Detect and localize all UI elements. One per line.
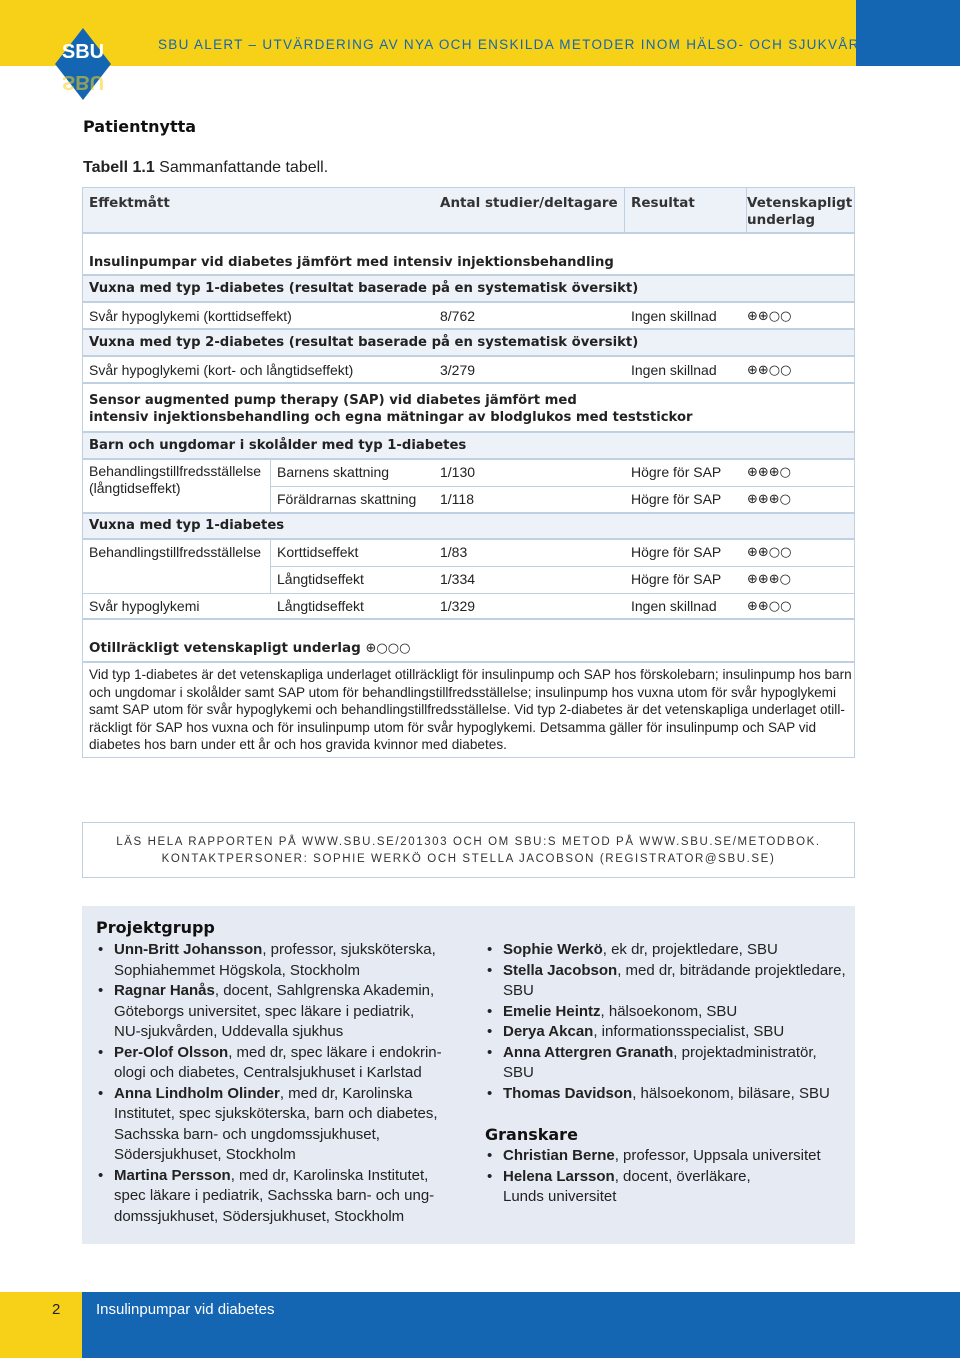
person-name: Derya Akcan [503, 1023, 594, 1040]
project-group-title: Projektgrupp [96, 918, 215, 937]
person-detail: , informationsspecialist, SBU [593, 1023, 785, 1040]
list-item [485, 961, 851, 1002]
subsection-children-title: Barn och ungdomar i skolålder med typ 1-diabetes [89, 438, 467, 453]
cell-effect: Svår hypoglykemi [89, 598, 200, 614]
cell-sub: Långtidseffekt [277, 571, 364, 587]
cell-studies: 8/762 [440, 308, 476, 324]
project-group-box [82, 906, 855, 1244]
cell-sub: Föräldrarnas skattning [277, 491, 417, 507]
footer-title: Insulinpumpar vid diabetes [96, 1301, 275, 1318]
person-name: Unn-Britt Johansson [114, 941, 263, 958]
cell-result: Högre för SAP [631, 464, 722, 480]
person-name: Anna Attergren Granath [503, 1043, 674, 1061]
logo-text: SBU [61, 41, 105, 63]
table-header-row [82, 187, 855, 233]
list-item [96, 1166, 466, 1228]
header-bar [0, 0, 960, 66]
cell-sub: Långtidseffekt [277, 598, 364, 614]
person-detail: , med dr, spec läkare i endokrin- [228, 1043, 442, 1061]
person-detail: , med dr, Karolinska Institutet, [230, 1166, 429, 1184]
cell-effect: Svår hypoglykemi (korttidseffekt) [89, 308, 292, 324]
paragraph-line: diabetes hos barn under ett år och hos gravida kvinnor med diabetes. [89, 737, 507, 752]
list-item [96, 940, 466, 981]
page-number: 2 [52, 1301, 61, 1318]
insufficient-text [82, 662, 855, 758]
report-link-text[interactable]: LÄS HELA RAPPORTEN PÅ WWW.SBU.SE/201303 OCH OM SBU:S METOD PÅ WWW.SBU.SE/METODBOK. [116, 836, 821, 848]
paragraph-line: samt SAP utom för svår hypoglykemi och behandlingstillfredsställelse. Vid typ 2-diabetes är det vetenskapliga underlaget otill- [89, 702, 845, 717]
sbu-logo [55, 28, 111, 100]
cell-studies: 1/83 [440, 544, 468, 560]
table-caption-text: Sammanfattande tabell. [154, 159, 329, 176]
person-detail: Sachsska barn- och ungdomssjukhuset, [114, 1125, 380, 1143]
person-detail: SBU [503, 982, 534, 999]
cell-studies: 1/118 [440, 491, 474, 507]
person-detail: , med dr, biträdande projektledare, [617, 961, 846, 979]
section-sap [82, 383, 855, 432]
list-item [96, 1043, 466, 1084]
list-item [485, 940, 851, 961]
person-name: Christian Berne [503, 1147, 615, 1164]
insufficient-title-text: Otillräckligt vetenskapligt underlag [89, 640, 361, 656]
project-group-left-list [96, 940, 466, 1227]
insufficient-grade: ⊕○○○ [365, 641, 411, 656]
table-row [82, 356, 855, 383]
person-name: Stella Jacobson [503, 961, 618, 979]
subsection-adults-t1 [82, 513, 855, 539]
list-item [485, 1146, 851, 1167]
subsection-adults-t2-review [82, 329, 855, 356]
section-sap-line2: intensiv injektionsbehandling och egna mätningar av blodglukos med teststickor [89, 410, 693, 425]
list-item [485, 1043, 851, 1084]
table-caption [83, 159, 328, 177]
header-effect: Effektmått [89, 195, 170, 211]
person-detail: Sophiahemmet Högskola, Stockholm [114, 961, 360, 979]
table-row-group [82, 539, 855, 619]
footer-yellow [0, 1292, 82, 1358]
subsection-adults-t1-review-title: Vuxna med typ 1-diabetes (resultat baserade på en systematisk översikt) [89, 281, 639, 296]
cell-studies: 1/329 [440, 598, 476, 614]
reviewers-list [485, 1146, 851, 1208]
insufficient-title [89, 640, 410, 657]
paragraph-line: Vid typ 1-diabetes är det vetenskapliga underlaget otillräckligt för insulinpump och SAP hos förskolebarn; insulinpump hos barn [89, 667, 852, 682]
person-detail: , docent, överläkare, [614, 1167, 751, 1185]
report-link-box [82, 822, 855, 878]
cell-studies: 1/130 [440, 464, 476, 480]
person-name: Ragnar Hanås [114, 982, 215, 999]
header-studies: Antal studier/deltagare [440, 195, 618, 211]
person-detail: , professor, sjuksköterska, [262, 941, 436, 958]
contact-text: KONTAKTPERSONER: SOPHIE WERKÖ OCH STELLA JACOBSON (REGISTRATOR@SBU.SE) [161, 853, 776, 865]
subsection-children [82, 432, 855, 459]
cell-grade: ⊕⊕○○ [747, 599, 792, 614]
person-detail: , ek dr, projektledare, SBU [602, 941, 778, 958]
person-detail: spec läkare i pediatrik, Sachsska barn- och ung- [114, 1187, 435, 1204]
person-detail: , med dr, Karolinska [279, 1084, 413, 1102]
cell-result: Ingen skillnad [631, 598, 717, 614]
person-name: Emelie Heintz [503, 1002, 601, 1020]
header-result: Resultat [631, 195, 695, 211]
cell-grade: ⊕⊕○○ [747, 309, 792, 324]
cell-result: Ingen skillnad [631, 362, 717, 378]
cell-result: Ingen skillnad [631, 308, 717, 324]
reviewers-title: Granskare [485, 1125, 578, 1144]
person-detail: Södersjukhuset, Stockholm [114, 1146, 296, 1163]
cell-result: Högre för SAP [631, 571, 722, 587]
cell-studies: 3/279 [440, 362, 476, 378]
cell-effect: Behandlingstillfredsställelse [89, 463, 261, 479]
subsection-adults-t1-title: Vuxna med typ 1-diabetes [89, 518, 285, 533]
list-item [96, 981, 466, 1043]
person-detail: ologi och diabetes, Centralsjukhuset i Karlstad [114, 1064, 422, 1081]
section-insulin [82, 233, 855, 275]
header-evidence: Vetenskapligt underlag [747, 195, 853, 228]
section-title: Patientnytta [83, 117, 197, 136]
header-accent [856, 0, 960, 66]
person-detail: , professor, Uppsala universitet [614, 1147, 821, 1164]
list-item [485, 1002, 851, 1023]
cell-result: Högre för SAP [631, 544, 722, 560]
person-detail: Institutet, spec sjuksköterska, barn och diabetes, [114, 1105, 438, 1122]
person-name: Sophie Werkö [503, 941, 603, 958]
cell-studies: 1/334 [440, 571, 476, 587]
person-detail: Lunds universitet [503, 1188, 617, 1205]
list-item [485, 1022, 851, 1043]
cell-grade: ⊕⊕○○ [747, 545, 792, 560]
list-item [485, 1167, 851, 1208]
list-item [96, 1084, 466, 1166]
table-caption-label: Tabell 1.1 [83, 159, 155, 176]
table-row-group [82, 459, 855, 513]
paragraph-line: räckligt för SAP hos vuxna och för insulinpump utom för svår hypoglykemi. Detsamma gäller för insulinpump och SAP vid [89, 719, 817, 735]
cell-sub: Korttidseffekt [277, 544, 359, 560]
section-sap-line1: Sensor augmented pump therapy (SAP) vid diabetes jämfört med [89, 393, 577, 408]
person-detail: Göteborgs universitet, spec läkare i pediatrik, [114, 1002, 415, 1020]
person-detail: , docent, Sahlgrenska Akademin, [214, 982, 435, 999]
cell-effect: Behandlingstillfredsställelse [89, 544, 261, 560]
person-name: Martina Persson [114, 1166, 231, 1184]
section-insufficient [82, 619, 855, 662]
section-insulin-title: Insulinpumpar vid diabetes jämfört med intensiv injektionsbehandling [89, 255, 614, 270]
cell-grade: ⊕⊕⊕○ [747, 465, 792, 480]
cell-sub: Barnens skattning [277, 464, 390, 480]
cell-grade: ⊕⊕⊕○ [747, 572, 792, 587]
paragraph-line: och ungdomar i skolålder samt SAP utom för behandlingstillfredsställelse; insulinpump hos vuxna utom för svår hypoglykemi [89, 684, 837, 700]
cell-effect-note: (långtidseffekt) [89, 480, 181, 496]
person-name: Per-Olof Olsson [114, 1043, 229, 1061]
person-detail: , hälsoekonom, biläsare, SBU [632, 1084, 830, 1102]
subsection-adults-t1-review [82, 275, 855, 302]
list-item [485, 1084, 851, 1105]
person-detail: , projektadministratör, [673, 1043, 817, 1061]
project-group-right-list [485, 940, 851, 1104]
person-detail: SBU [503, 1064, 534, 1081]
person-detail: domssjukhuset, Södersjukhuset, Stockholm [114, 1207, 405, 1225]
person-name: Anna Lindholm Olinder [114, 1084, 280, 1102]
person-detail: , hälsoekonom, SBU [600, 1002, 738, 1020]
cell-grade: ⊕⊕○○ [747, 363, 792, 378]
cell-effect: Svår hypoglykemi (kort- och långtidseffekt) [89, 362, 354, 378]
person-detail: NU-sjukvården, Uddevalla sjukhus [114, 1023, 344, 1040]
cell-result: Högre för SAP [631, 491, 722, 507]
person-name: Helena Larsson [503, 1167, 615, 1185]
svg-text:SBU: SBU [61, 71, 105, 93]
person-name: Thomas Davidson [503, 1084, 633, 1102]
table-row [82, 302, 855, 329]
header-title: SBU ALERT – UTVÄRDERING AV NYA OCH ENSKILDA METODER INOM HÄLSO- OCH SJUKVÅRDEN [158, 37, 893, 52]
subsection-adults-t2-review-title: Vuxna med typ 2-diabetes (resultat baserade på en systematisk översikt) [89, 335, 639, 350]
cell-grade: ⊕⊕⊕○ [747, 492, 792, 507]
